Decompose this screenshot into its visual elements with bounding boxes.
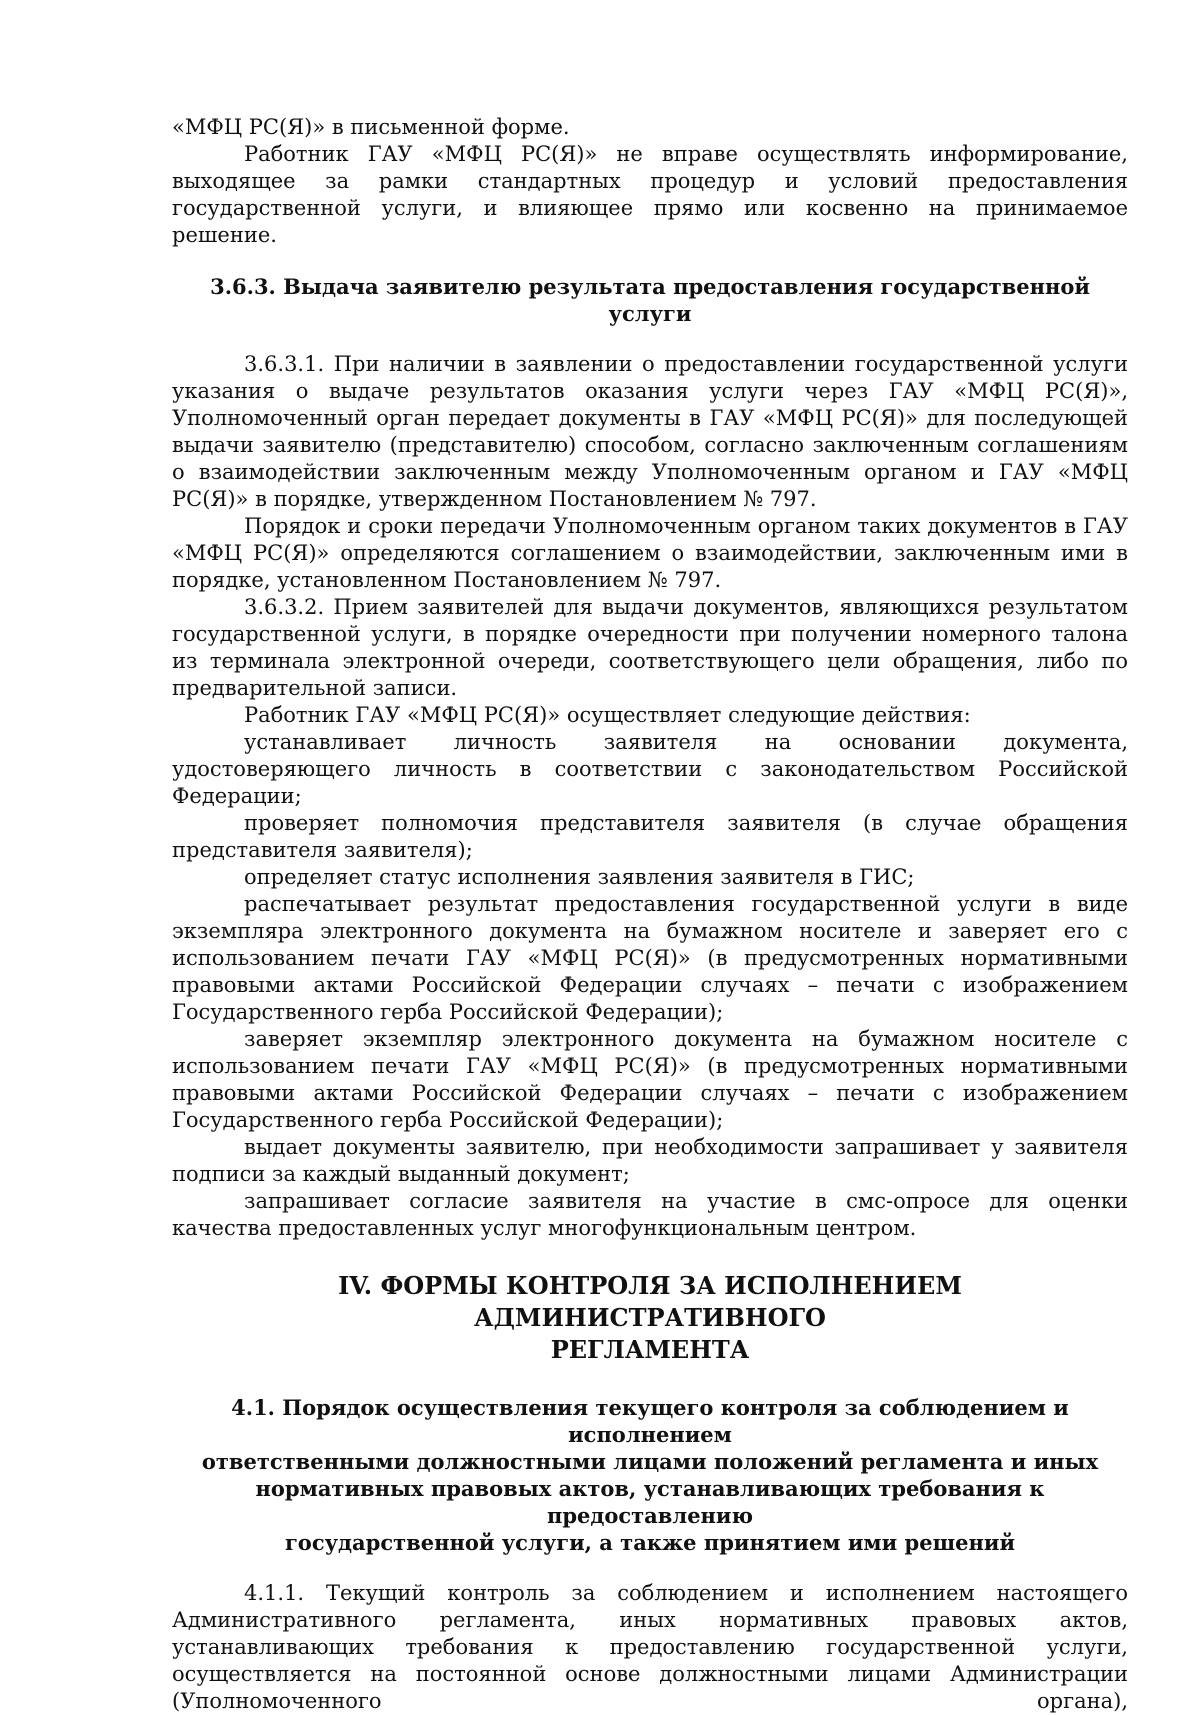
paragraph-action-status: определяет статус исполнения заявления заявителя в ГИС;: [244, 865, 915, 889]
heading-4-1-line-2: ответственными должностными лицами положений регламента и иных: [201, 1449, 1099, 1474]
heading-4-1-line-3: нормативных правовых актов, устанавливающих требования к предоставлению: [255, 1476, 1045, 1528]
paragraph-3-6-3-2: 3.6.3.2. Прием заявителей для выдачи документов, являющихся результатом государственной услуги, в порядке очередности при получении номерного талона из терминала электронной очереди, соответствующего цели обращения, либо по предварительной записи.: [172, 595, 1128, 700]
paragraph-action-print: распечатывает результат предоставления государственной услуги в виде экземпляра электронного документа на бумажном носителе и заверяет его с использованием печати ГАУ «МФЦ РС(Я)» (в предусмотренных нормативными правовыми актами Российской Федерации случаях – печати с изображением Государственного герба Российской Федерации);: [172, 892, 1128, 1024]
paragraph-action-survey: запрашивает согласие заявителя на участие в смс-опросе для оценки качества предоставленных услуг многофункциональным центром.: [172, 1189, 1128, 1240]
section-iv-title-line-2: РЕГЛАМЕНТА: [550, 1335, 750, 1364]
paragraph-actions-intro: Работник ГАУ «МФЦ РС(Я)» осуществляет следующие действия:: [244, 703, 971, 727]
paragraph-action-certify: заверяет экземпляр электронного документа на бумажном носителе с использованием печати ГАУ «МФЦ РС(Я)» (в предусмотренных нормативными правовыми актами Российской Федерации случаях – печати с изображением Государственного герба Российской Федерации);: [172, 1027, 1128, 1132]
section-iv-title: [172, 1270, 1128, 1366]
paragraph-action-issue: выдает документы заявителю, при необходимости запрашивает у заявителя подписи за каждый выданный документ;: [172, 1135, 1128, 1186]
paragraph-intro-continuation: «МФЦ РС(Я)» в письменной форме.: [172, 115, 570, 139]
paragraph-4-1-1: 4.1.1. Текущий контроль за соблюдением и исполнением настоящего Административного регламента, иных нормативных правовых актов, устанавливающих требования к предоставлению государственной услуги, осуществляется на постоянной основе должностными лицами Администрации (Уполномоченного органа),: [172, 1581, 1128, 1713]
heading-4-1-line-1: 4.1. Порядок осуществления текущего контроля за соблюдением и исполнением: [231, 1395, 1069, 1447]
heading-4-1-line-4: государственной услуги, а также принятием ими решений: [284, 1530, 1016, 1555]
paragraph-transfer-order: Порядок и сроки передачи Уполномоченным органом таких документов в ГАУ «МФЦ РС(Я)» определяются соглашением о взаимодействии, заключенным ими в порядке, установленном Постановлением № 797.: [172, 514, 1128, 592]
section-iv-title-line-1: IV. ФОРМЫ КОНТРОЛЯ ЗА ИСПОЛНЕНИЕМ АДМИНИСТРАТИВНОГО: [338, 1271, 962, 1332]
document-body: [172, 114, 1128, 1715]
paragraph-action-authority: проверяет полномочия представителя заявителя (в случае обращения представителя заявителя);: [172, 811, 1128, 862]
heading-3-6-3: 3.6.3. Выдача заявителю результата предоставления государственной услуги: [210, 274, 1090, 326]
paragraph-worker-restriction: Работник ГАУ «МФЦ РС(Я)» не вправе осуществлять информирование, выходящее за рамки стандартных процедур и условий предоставления государственной услуги, и влияющее прямо или косвенно на принимаемое решение.: [172, 142, 1128, 247]
paragraph-action-identity: устанавливает личность заявителя на основании документа, удостоверяющего личность в соответствии с законодательством Российской Федерации;: [172, 730, 1128, 808]
heading-4-1: [172, 1394, 1128, 1556]
paragraph-3-6-3-1: 3.6.3.1. При наличии в заявлении о предоставлении государственной услуги указания о выдаче результатов оказания услуги через ГАУ «МФЦ РС(Я)», Уполномоченный орган передает документы в ГАУ «МФЦ РС(Я)» для последующей выдачи заявителю (представителю) способом, согласно заключенным соглашениям о взаимодействии заключенным между Уполномоченным органом и ГАУ «МФЦ РС(Я)» в порядке, утвержденном Постановлением № 797.: [172, 352, 1128, 511]
